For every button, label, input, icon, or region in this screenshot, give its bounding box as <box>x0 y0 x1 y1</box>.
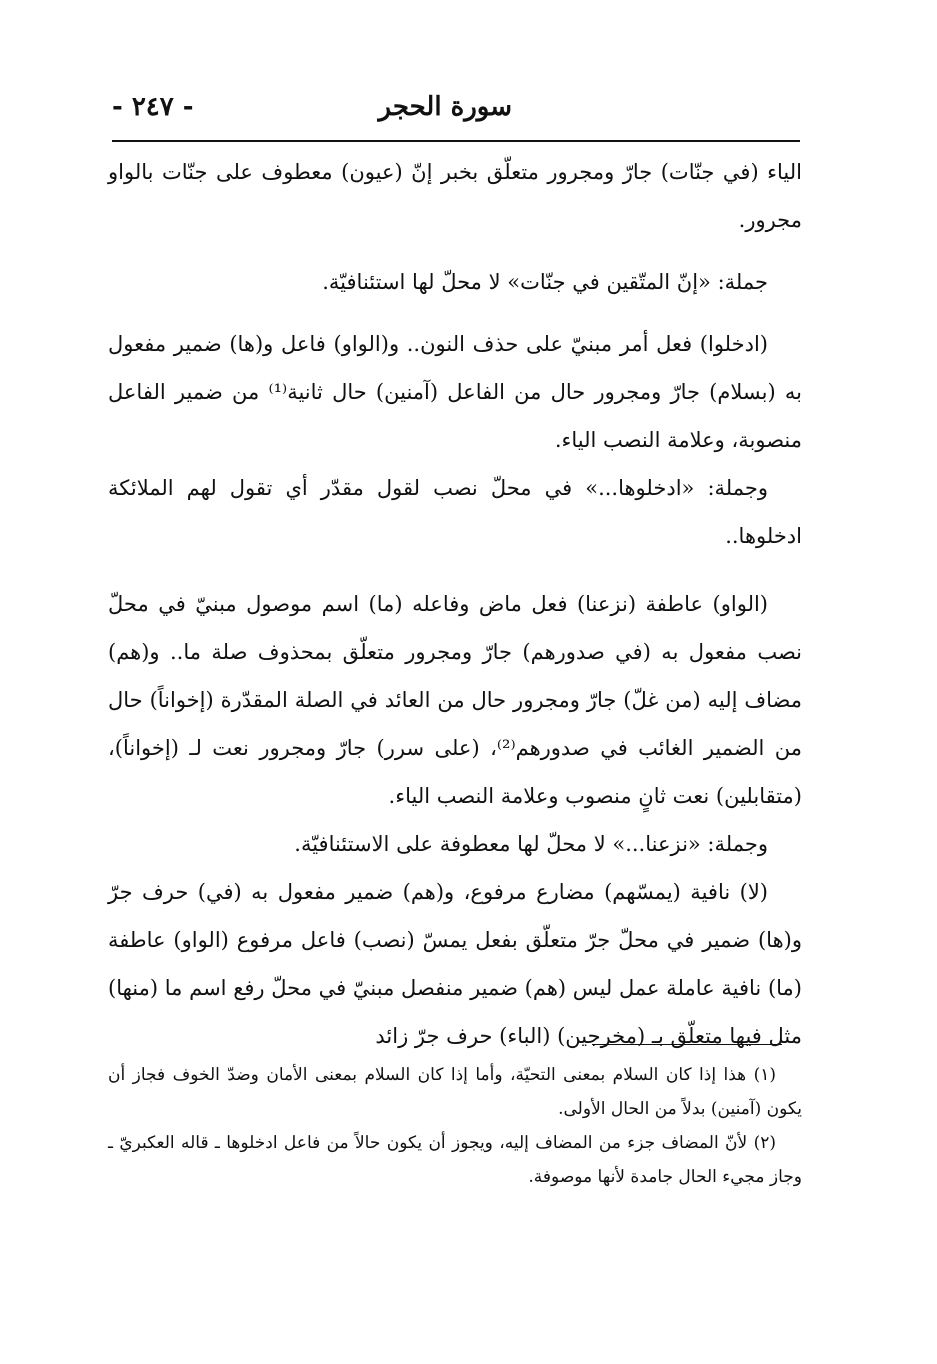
main-text <box>108 148 802 1060</box>
paragraph-5: (الواو) عاطفة (نزعنا) فعل ماض وفاعله (ما) اسم موصول مبنيّ في محلّ نصب مفعول به (في صدورهم) جارّ ومجرور متعلّق بمحذوف صلة ما.. و(هم) مضاف إليه (من غلّ) جارّ ومجرور حال من العائد في الصلة المقدّرة (إخواناً) حال من الضمير الغائب في صدورهم⁽²⁾، (على سرر) جارّ ومجرور نعت لـ (إخواناً)، (متقابلين) نعت ثانٍ منصوب وعلامة النصب الياء. <box>108 592 803 808</box>
paragraph-4: وجملة: «ادخلوها...» في محلّ نصب لقول مقدّر أي تقول لهم الملائكة ادخلوها.. <box>108 476 802 548</box>
footnote-2: (٢) لأنّ المضاف جزء من المضاف إليه، ويجوز أن يكون حالاً من فاعل ادخلوها ـ قاله العكبريّ ـ وجاز مجيء الحال جامدة لأنها موصوفة. <box>108 1133 802 1187</box>
paragraph-6: وجملة: «نزعنا...» لا محلّ لها معطوفة على الاستئنافيّة. <box>294 832 768 856</box>
footnote-divider <box>592 1044 782 1045</box>
footnotes <box>108 1058 802 1194</box>
page-header <box>112 92 800 140</box>
page-number: - ٢٤٧ - <box>112 92 194 122</box>
paragraph-3: (ادخلوا) فعل أمر مبنيّ على حذف النون.. و(الواو) فاعل و(ها) ضمير مفعول به (بسلام) جارّ ومجرور حال من الفاعل (آمنين) حال ثانية⁽¹⁾ من ضمير الفاعل منصوبة، وعلامة النصب الياء. <box>108 332 802 452</box>
paragraph-7: (لا) نافية (يمسّهم) مضارع مرفوع، و(هم) ضمير مفعول به (في) حرف جرّ و(ها) ضمير في محلّ جرّ متعلّق بفعل يمسّ (نصب) فاعل مرفوع (الواو) عاطفة (ما) نافية عاملة عمل ليس (هم) ضمير منفصل مبنيّ في محلّ رفع اسم ما (منها) مثل فيها متعلّق بـ (مخرجين) (الباء) حرف جرّ زائد <box>108 880 802 1048</box>
surah-title: سورة الحجر <box>378 92 512 122</box>
footnote-1: (١) هذا إذا كان السلام بمعنى التحيّة، وأما إذا كان السلام بمعنى الأمان وضدّ الخوف فجاز أن يكون (آمنين) بدلاً من الحال الأولى. <box>108 1065 802 1119</box>
paragraph-2: جملة: «إنّ المتّقين في جنّات» لا محلّ لها استئنافيّة. <box>322 270 768 294</box>
paragraph-1: الياء (في جنّات) جارّ ومجرور متعلّق بخبر إنّ (عيون) معطوف على جنّات بالواو مجرور. <box>108 160 802 232</box>
header-divider <box>112 140 800 142</box>
